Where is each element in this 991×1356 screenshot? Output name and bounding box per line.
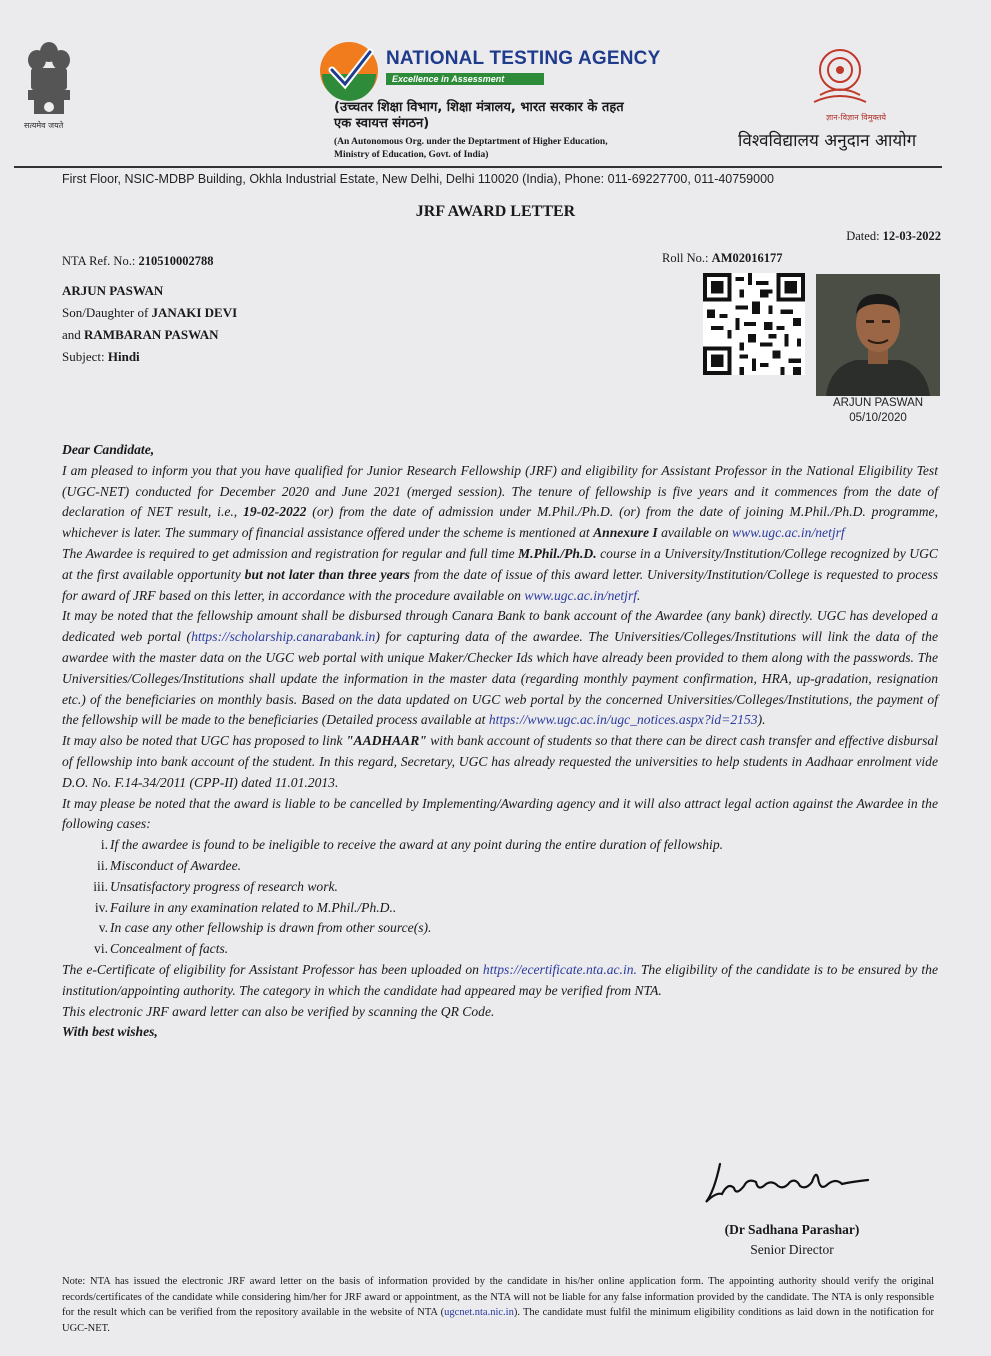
agency-english-text: (An Autonomous Org. under the Deptartment of Higher Education, Ministry of Education, Govt. of India) [334, 137, 608, 160]
ugc-motto: ज्ञान-विज्ञान विमुक्तये [826, 113, 887, 122]
footer-note: Note: NTA has issued the electronic JRF award letter on the basis of information provided by the candidate in his/her online application form. The appointing authority should verify the original records/certificates of the candidate while considering him/her for JRF award or appointment, as the NTA will not be liable for any false information provided by the candidate. The NTA is only responsible for the result which can be verified from the repository available in the website of NTA (ugcnet.nta.nic.in). The candidate must fulfil the minimum eligibility conditions as laid down in the notification for UGC-NET. [62, 1276, 934, 1334]
paragraph-7: This electronic JRF award letter can also be verified by scanning the QR Code. [62, 1003, 495, 1019]
canara-scholarship-link[interactable]: https://scholarship.canarabank.in [191, 629, 376, 645]
photo-date: 05/10/2020 [849, 412, 907, 424]
parent-line-1: Son/Daughter of JANAKI DEVI [62, 305, 238, 320]
signatory-name: (Dr Sadhana Parashar) [724, 1222, 860, 1237]
ugc-notice-link[interactable]: https://www.ugc.ac.in/ugc_notices.aspx?id=2153 [488, 712, 758, 728]
closing: With best wishes, [62, 1024, 158, 1040]
candidate-name: ARJUN PASWAN [62, 283, 164, 298]
ecertificate-link[interactable]: https://ecertificate.nta.ac.in. [482, 961, 637, 977]
agency-tagline: Excellence in Assessment [386, 73, 544, 85]
ugc-logo-icon [800, 40, 880, 120]
greeting: Dear Candidate, [62, 442, 155, 457]
paragraph-6: The e-Certificate of eligibility for Assistant Professor has been uploaded on https://ecertificate.nta.ac.in. The eligibility of the candidate is to be ensured by the institution/appointing authority. The category in which the candidate had appeared may be verified from NTA. [62, 961, 938, 998]
agency-hindi-text: (उच्चतर शिक्षा विभाग, शिक्षा मंत्रालय, भारत सरकार के तहत एक स्वायत्त संगठन) [334, 100, 624, 131]
list-item: i. If the awardee is found to be ineligible to receive the award at any point during the entire duration of fellowship. [100, 837, 724, 853]
roll-number: Roll No.: AM02016177 [662, 251, 783, 265]
header-divider [14, 166, 942, 168]
paragraph-3: It may be noted that the fellowship amount shall be disbursed through Canara Bank to bank account of the Awardee (any bank) directly. UGC has developed a dedicated web portal (https://scholarship.canarabank.in) for capturing data of the awardee. The Universities/Colleges/Institutions will link the data of the awardee with the master data on the UGC web portal with unique Maker/Checker Ids which have already been provided to them along with the passwords. The Universities/Colleges/Institutions shall update the information in the master data (regarding monthly payment confirmation, HRA, up-gradation, resignation etc.) of the beneficiaries on monthly basis. Based on the data updated on UGC web portal by the concerned Universities/Colleges/Institutions, the payment of the fellowship will be made to the beneficiaries (Detailed process available at https://www.ugc.ac.in/ugc_notices.aspx?id=2153). [62, 608, 939, 728]
list-item: iv. Failure in any examination related to M.Phil./Ph.D.. [94, 899, 397, 915]
agency-name: NATIONAL TESTING AGENCY [386, 48, 661, 69]
signature-icon [700, 1152, 880, 1212]
nta-logo-icon [318, 40, 380, 102]
office-address: First Floor, NSIC-MDBP Building, Okhla Industrial Estate, New Delhi, Delhi 110020 (India), Phone: 011-69227700, 011-40759000 [62, 172, 774, 186]
list-item: vi. Concealment of facts. [94, 941, 229, 957]
paragraph-1: I am pleased to inform you that you have qualified for Junior Research Fellowship (JRF) and eligibility for Assistant Professor in the National Eligibility Test (UGC-NET) conducted for December 2020 and June 2021 (merged session). The tenure of fellowship is five years and it commences from the date of declaration of NET result, i.e., 19-02-2022 (or) from the date of admission under M.Phil./Ph.D. (or) from the date of joining M.Phil./Ph.D. programme, whichever is later. The summary of financial assistance offered under the scheme is mentioned at Annexure I available on www.ugc.ac.in/netjrf [62, 462, 938, 541]
parent-line-2: and RAMBARAN PASWAN [62, 327, 219, 342]
list-item: v. In case any other fellowship is drawn from other source(s). [98, 920, 432, 936]
list-item: iii. Unsatisfactory progress of research work. [93, 878, 338, 894]
emblem-caption: सत्यमेव जयते [24, 121, 64, 130]
cancellation-cases-list [62, 835, 938, 960]
signatory-designation: Senior Director [750, 1242, 834, 1257]
signatory-block [662, 1220, 922, 1260]
netjrf-link[interactable]: www.ugc.ac.in/netjrf [732, 525, 845, 541]
netjrf-link-2[interactable]: www.ugc.ac.in/netjrf [524, 587, 638, 603]
paragraph-5: It may please be noted that the award is liable to be cancelled by Implementing/Awarding agency and it will also attract legal action against the Awardee in the following cases: [62, 795, 938, 832]
candidate-details [62, 280, 237, 368]
letter-date: Dated: 12-03-2022 [846, 229, 941, 243]
subject-line: Subject: Hindi [62, 349, 140, 364]
paragraph-4: It may also be noted that UGC has proposed to link "AADHAAR" with bank account of students so that there can be direct cash transfer and effective disbursal of fellowship into bank account of the student. In this regard, Secretary, UGC has already requested the universities to help students in Aadhaar enrolment vide D.O. No. F.14-34/2011 (CPP-II) dated 11.01.2013. [62, 733, 938, 790]
list-item: ii. Misconduct of Awardee. [97, 857, 242, 873]
photo-caption [808, 396, 948, 426]
photo-name: ARJUN PASWAN [832, 397, 924, 409]
letter-body [62, 440, 938, 1043]
qr-code-icon[interactable] [703, 273, 805, 375]
letter-title: JRF AWARD LETTER [415, 203, 576, 220]
ugcnet-link[interactable]: ugcnet.nta.nic.in [444, 1307, 514, 1318]
reference-number: NTA Ref. No.: 210510002788 [62, 254, 214, 268]
candidate-photo [816, 274, 940, 396]
person-photo-icon [816, 274, 940, 396]
ugc-name-hindi: विश्वविद्यालय अनुदान आयोग [738, 131, 917, 151]
paragraph-2: The Awardee is required to get admission and registration for regular and full time M.Phil./Ph.D. course in a University/Institution/College recognized by UGC at the first available opportunity but not later than three years from the date of issue of this award letter. University/Institution/College is requested to process for award of JRF based on this letter, in accordance with the procedure available on www.ugc.ac.in/netjrf. [62, 545, 938, 603]
